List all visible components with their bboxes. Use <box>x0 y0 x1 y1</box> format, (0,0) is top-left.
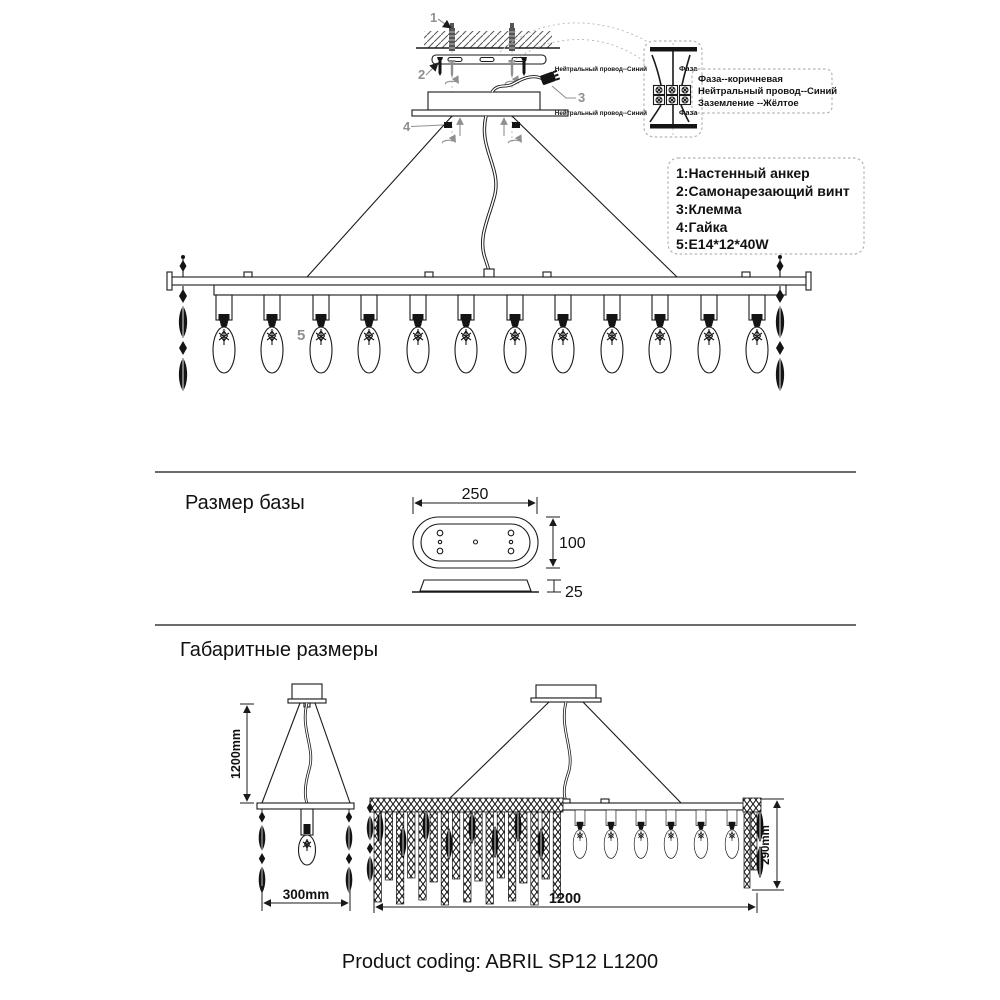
phase-label: Фаза <box>679 64 698 73</box>
product-coding: Product coding: ABRIL SP12 L1200 <box>341 951 659 973</box>
lamp-rail <box>214 285 786 295</box>
suspension-wire <box>583 702 683 805</box>
canopy <box>412 92 568 116</box>
finial <box>180 255 187 277</box>
dim-1200mm <box>229 704 254 803</box>
dim-25 <box>547 580 583 601</box>
overall-size-title: Габаритные размеры <box>180 639 379 661</box>
overall-size-section <box>180 639 784 913</box>
candle-bulb <box>455 295 477 373</box>
nut-left <box>442 118 460 143</box>
candle-bulb <box>552 295 574 373</box>
front-view-diagram <box>367 685 784 913</box>
candle-bulb <box>504 295 526 373</box>
suspension-wire <box>307 116 452 277</box>
crystal-drop <box>179 286 187 391</box>
ceiling-hatch <box>416 31 560 48</box>
callout-4: 4 <box>403 119 411 134</box>
dim-1200-label: 1200 <box>548 891 582 907</box>
crystal-strand-block <box>367 798 563 905</box>
callout-1-leader <box>438 19 451 28</box>
dim-300mm <box>262 886 350 911</box>
side-bar <box>257 803 354 809</box>
wire <box>650 105 661 122</box>
candle-bulb <box>698 295 720 373</box>
canopy <box>536 685 596 698</box>
candle-bulb <box>358 295 380 373</box>
finial <box>777 255 784 277</box>
mounting-bracket <box>432 55 546 64</box>
crystal-drop <box>346 809 353 893</box>
parts-list-item: 2:Самонарезающий винт <box>676 183 850 199</box>
legend-line: Заземление --Жёлтое <box>698 98 799 109</box>
cord-fitting <box>484 269 494 277</box>
neutral-wire-label: Нейтральный провод--Синий <box>554 110 647 117</box>
wiring-diagram <box>555 41 702 137</box>
candle-bulb <box>573 810 587 858</box>
dim-250-label: 250 <box>461 486 489 503</box>
dim-290mm-label: 290mm <box>760 825 772 865</box>
candle-bulb <box>746 295 768 373</box>
candle-bulb <box>261 295 283 373</box>
base-side-view <box>412 580 539 592</box>
candle-bulb <box>407 295 429 373</box>
candle-bulb <box>604 810 618 858</box>
callout-1: 1 <box>430 10 438 25</box>
dim-100-label: 100 <box>559 535 586 552</box>
wall-anchor <box>509 23 515 51</box>
neutral-wire-label: Нейтральный провод--Синий <box>554 66 647 73</box>
candle-bulb <box>634 810 648 858</box>
crystal-drop <box>776 286 784 391</box>
suspension-wire <box>512 116 677 277</box>
candle-bulb <box>649 295 671 373</box>
wire-color-legend <box>692 69 837 113</box>
candle-bulb <box>601 295 623 373</box>
wire <box>652 55 661 85</box>
suspension-wire <box>315 703 350 803</box>
phase-label: Фаза <box>679 108 698 117</box>
side-view-diagram <box>229 684 354 911</box>
power-cord <box>492 70 560 92</box>
chandelier-front-view <box>167 116 811 391</box>
base-size-title: Размер базы <box>185 492 305 514</box>
candle-bulb <box>213 295 235 373</box>
parts-list <box>668 158 864 254</box>
candle-bulb <box>725 810 739 858</box>
canopy <box>292 684 322 699</box>
parts-list-item: 1:Настенный анкер <box>676 165 810 181</box>
legend-line: Нейтральный провод--Синий <box>698 86 838 97</box>
dim-100 <box>546 517 586 568</box>
parts-list-item: 5:E14*12*40W <box>676 236 769 252</box>
dim-250 <box>413 486 537 514</box>
base-top-view <box>413 517 538 568</box>
crystal-drop <box>259 809 266 893</box>
dim-1200mm-label: 1200mm <box>229 728 243 780</box>
base-size-section <box>185 486 586 601</box>
nut-right <box>504 118 522 143</box>
callout-2: 2 <box>418 67 426 82</box>
suspension-wire <box>262 703 300 803</box>
callout-5: 5 <box>297 327 306 344</box>
candle-bulb <box>310 295 332 373</box>
callout-4-leader <box>411 125 443 127</box>
callout-3-leader <box>552 86 576 98</box>
dim-300mm-label: 300mm <box>282 887 330 902</box>
dim-25-label: 25 <box>565 584 583 601</box>
callout-2-leader <box>426 63 438 75</box>
candle-bulb <box>664 810 678 858</box>
legend-line: Фаза--коричневая <box>698 74 783 85</box>
callout-3: 3 <box>578 90 586 105</box>
candle-bulb <box>694 810 708 858</box>
parts-list-item: 4:Гайка <box>676 219 728 235</box>
installation-diagram <box>167 10 864 391</box>
parts-list-item: 3:Клемма <box>676 201 742 217</box>
chandelier-bar <box>170 277 808 285</box>
suspension-wire <box>447 702 549 801</box>
